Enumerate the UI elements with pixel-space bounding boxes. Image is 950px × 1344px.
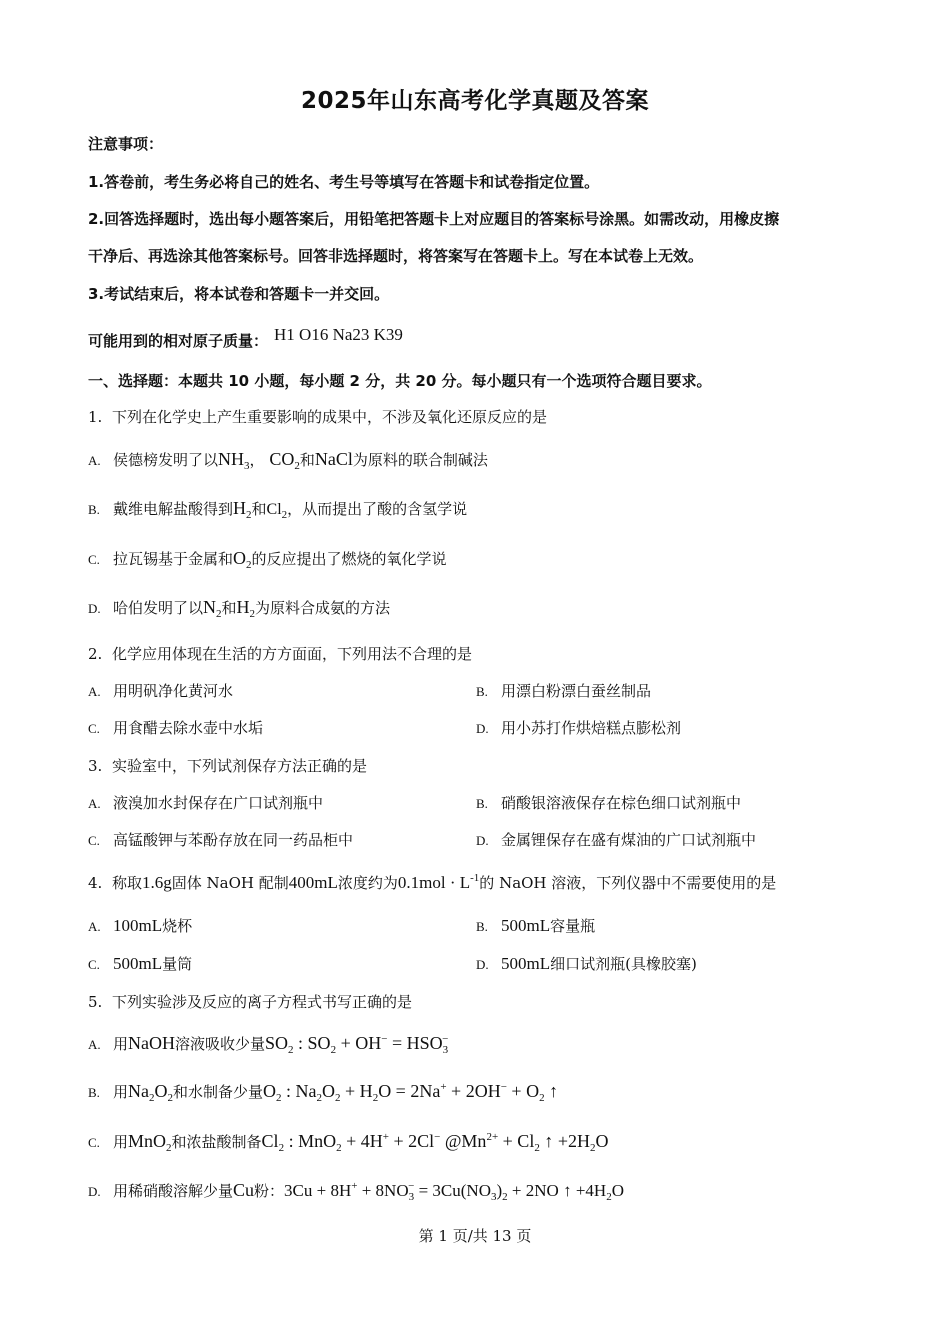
option-letter: B. [476,919,488,934]
page-footer: 第 1 页/共 13 页 [418,1227,532,1245]
volume-value: 400mL [288,873,338,892]
option-text: 金属锂保存在盛有煤油的广口试剂瓶中 [501,831,757,849]
option-amount: 500mL [501,954,551,973]
question-1-stem [88,406,547,427]
formula-cl2: $Cl_2$ [266,501,288,521]
option-text: 液溴加水封保存在广口试剂瓶中 [113,794,324,812]
option-text: 用稀硝酸溶解少量 [113,1182,234,1200]
question-3-stem [88,755,367,776]
question-text: 的 NaOH 溶液，下列仪器中不需要使用的是 [479,874,777,892]
q5-option-d [88,1180,624,1203]
q3-option-a [88,792,323,813]
question-text: 固体 NaOH 配制 [171,874,289,892]
concentration-text: 0.1mol · L [397,873,471,892]
q1-option-a [88,449,488,472]
option-letter: B. [88,1085,100,1100]
option-text: 和水制备少量 [173,1083,264,1101]
option-letter: B. [88,502,100,517]
formula-co2: $CO_2$ [269,449,300,472]
option-text: 侯德榜发明了以 [113,451,219,469]
option-letter: C. [88,1135,100,1150]
question-number: 2. [88,645,103,663]
q1-option-c [88,548,447,571]
q2-option-b [476,680,651,701]
option-letter: A. [88,796,101,811]
q2-option-d [476,717,681,738]
option-letter: D. [88,601,101,616]
option-text: 量筒 [162,955,193,973]
option-text: 用明矾净化黄河水 [113,682,234,700]
option-amount: 500mL [113,954,163,973]
option-text: 哈伯发明了以 [113,599,204,617]
q5-option-c [88,1131,608,1154]
question-5-stem [88,991,412,1012]
q5-option-a [88,1033,448,1056]
question-text: 化学应用体现在生活的方方面面，下列用法不合理的是 [112,645,473,663]
notice-item-2-line-2: 干净后、再选涂其他答案标号。回答非选择题时，将答案写在答题卡上。写在本试卷上无效。 [88,247,704,265]
option-text: 容量瓶 [550,917,596,935]
option-letter: C. [88,721,100,736]
question-number: 1. [88,408,103,426]
question-text: 称取 [112,874,143,892]
option-text: 为原料的联合制碱法 [352,451,488,469]
option-letter: D. [88,1184,101,1199]
option-text: ，从而提出了酸的含氢学说 [287,500,468,518]
option-text: 用 [113,1083,129,1101]
question-2-stem [88,643,472,664]
notice-item-1: 1.答卷前，考生务必将自己的姓名、考生号等填写在答题卡和试卷指定位置。 [88,173,600,191]
equation-b: $O_2$ : $Na_2O_2 + H_2O = 2Na^+ + 2OH^- + O_2$ ↑ [263,1081,559,1104]
formula-h2: $H_2$ [236,597,256,620]
option-text: 和 [251,500,267,518]
question-text: 实验室中，下列试剂保存方法正确的是 [112,757,368,775]
formula-na2o2: $Na_2O_2$ [128,1081,174,1104]
option-text: 高锰酸钾与苯酚存放在同一药品柜中 [113,831,354,849]
notice-heading: 注意事项： [88,135,164,153]
q3-option-d [476,829,756,850]
option-letter: C. [88,552,100,567]
option-letter: A. [88,453,101,468]
option-text: 和 [221,599,237,617]
question-number: 5. [88,993,103,1011]
option-text: 拉瓦锡基于金属和 [113,550,234,568]
option-text: 用漂白粉漂白蚕丝制品 [501,682,652,700]
q2-option-c [88,717,263,738]
question-text: 下列实验涉及反应的离子方程式书写正确的是 [112,993,413,1011]
equation-d: $3Cu + 8H^+ + 8NO_3^- = 3Cu(NO_3)_2 + 2NO$ ↑ $+4H_2O$ [284,1180,624,1203]
concentration-value: $0.1mol \cdot L^{-1}$ [397,872,480,892]
option-text: 戴维电解盐酸得到 [113,500,234,518]
q4-option-b [476,915,595,936]
option-letter: B. [476,684,488,699]
question-text: 浓度约为 [337,874,398,892]
atomic-mass-values: H1 O16 Na23 K39 [274,325,403,344]
formula-o2: $O_2$ [233,548,252,571]
option-text: 用 [113,1133,129,1151]
q1-option-d [88,597,390,620]
option-letter: D. [476,957,489,972]
formula-nacl: NaCl [314,449,353,469]
option-letter: B. [476,796,488,811]
option-letter: A. [88,684,101,699]
option-text: 硝酸银溶液保存在棕色细口试剂瓶中 [501,794,742,812]
formula-naoh: NaOH [128,1033,176,1053]
option-text: 用 [113,1035,129,1053]
question-text: 下列在化学史上产生重要影响的成果中，不涉及氧化还原反应的是 [112,408,548,426]
formula-mno2: MnO$_2$ [128,1131,172,1154]
option-text: 为原料合成氨的方法 [255,599,391,617]
formula-n2: $N_2$ [203,597,222,620]
option-amount: 100mL [113,916,163,935]
notice-item-2-line-1: 2.回答选择题时，选出每小题答案后，用铅笔把答题卡上对应题目的答案标号涂黑。如需改动，用橡皮擦 [88,210,780,228]
formula-h2: $H_2$ [233,498,252,521]
option-text: 用小苏打作烘焙糕点膨松剂 [501,719,682,737]
option-letter: D. [476,721,489,736]
formula-cu: Cu [233,1180,255,1200]
option-text: 的反应提出了燃烧的氧化学说 [251,550,447,568]
formula-nh3: $NH_3$ [218,449,250,472]
equation-a: $SO_2$ : $SO_2 + OH^- = HSO_3^-$ [265,1033,449,1056]
option-text: 粉： [254,1182,285,1200]
option-text: 溶液吸收少量 [175,1035,266,1053]
option-letter: D. [476,833,489,848]
atomic-mass-label: 可能用到的相对原子质量： [88,332,269,350]
q1-option-b [88,498,467,521]
notice-item-3: 3.考试结束后，将本试卷和答题卡一并交回。 [88,285,390,303]
option-text: 和浓盐酸制备 [171,1133,262,1151]
option-letter: A. [88,919,101,934]
option-letter: A. [88,1037,101,1052]
q2-option-a [88,680,233,701]
section-1-heading: 一、选择题：本题共 10 小题，每小题 2 分，共 20 分。每小题只有一个选项符合题目要求。 [88,372,712,390]
option-text: ， [249,451,265,469]
option-text: 细口试剂瓶(具橡胶塞) [550,955,697,973]
q3-option-b [476,792,741,813]
question-number: 4. [88,874,103,892]
question-4-stem [88,872,776,893]
option-letter: C. [88,833,100,848]
option-text: 用食醋去除水壶中水垢 [113,719,264,737]
atomic-mass-line [88,325,403,351]
q4-option-a [88,915,192,936]
equation-c: $Cl_2$ : MnO$_2$ + 4H+ + 2Cl− $@Mn^{2+} + Cl_2$ ↑ $+2H_2O$ [261,1131,609,1154]
option-letter: C. [88,957,100,972]
option-text: 和 [299,451,315,469]
q5-option-b [88,1081,558,1104]
q4-option-c [88,953,192,974]
option-text: 烧杯 [162,917,193,935]
question-number: 3. [88,757,103,775]
q4-option-d [476,953,697,974]
option-amount: 500mL [501,916,551,935]
q3-option-c [88,829,353,850]
mass-value: 1.6g [142,873,172,892]
page-title: 2025年山东高考化学真题及答案 [300,88,649,114]
